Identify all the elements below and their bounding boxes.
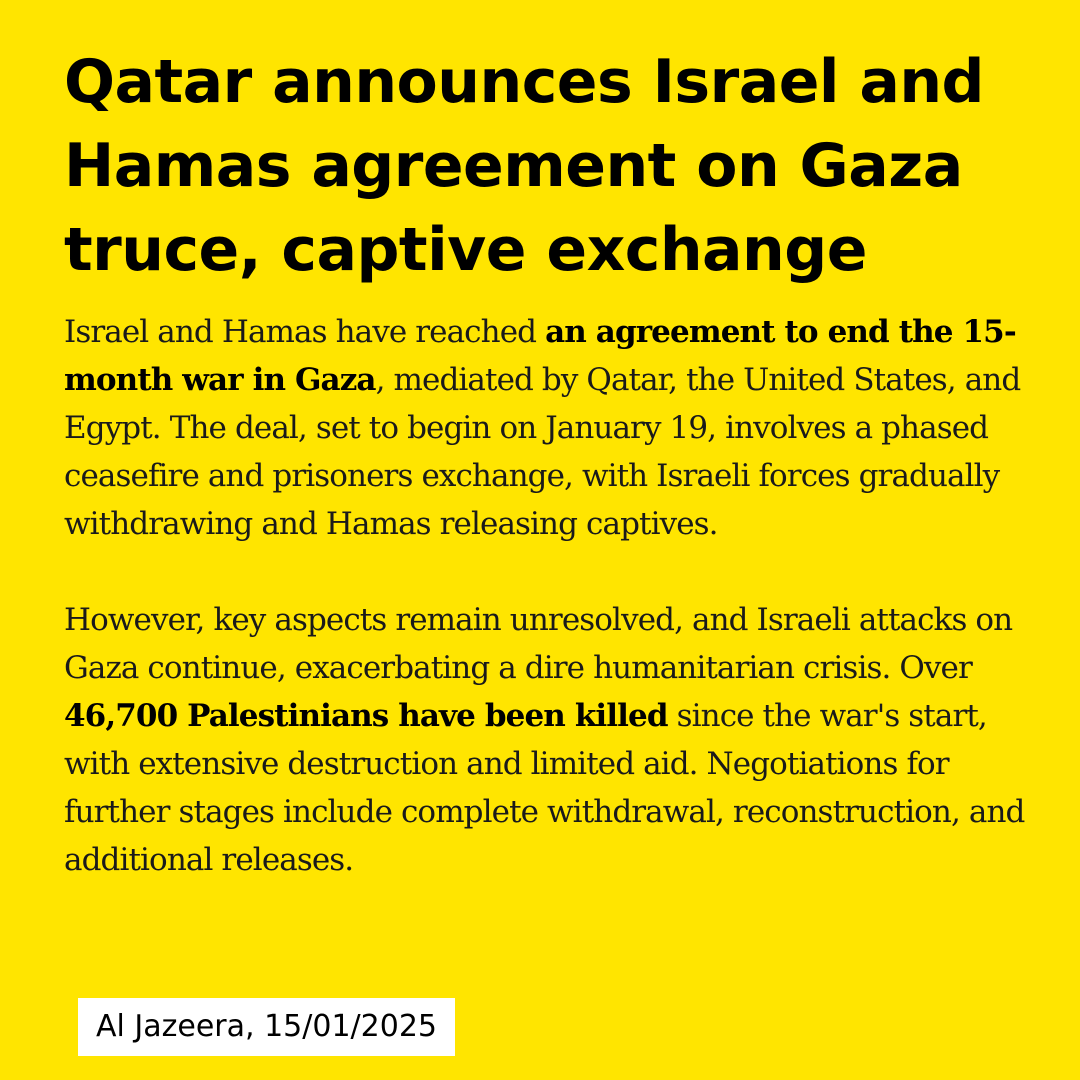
paragraph-2-rest: since the war's start, with extensive destruction and limited aid. Negotiations for further stages include complete withdrawal, reconstruction, and additional releases. (64, 698, 1025, 878)
paragraph-1-highlight: an agreement to end the 15-month war in Gaza (64, 314, 1016, 398)
paragraph-1 (64, 308, 1054, 548)
headline: Qatar announces Israel and Hamas agreement on Gaza truce, captive exchange (64, 47, 984, 285)
paragraph-1-intro: Israel and Hamas have reached (64, 314, 546, 350)
paragraph-2 (64, 596, 1054, 884)
paragraph-2-highlight: 46,700 Palestinians have been killed (64, 698, 668, 734)
source-label: Al Jazeera, 15/01/2025 (78, 998, 455, 1056)
paragraph-1-rest: , mediated by Qatar, the United States, and Egypt. The deal, set to begin on January 19, involves a phased ceasefire and prisoners exchange, with Israeli forces gradually withdrawing and Hamas releasing captives. (64, 362, 1021, 542)
article-body (64, 308, 1054, 884)
paragraph-2-intro: However, key aspects remain unresolved, and Israeli attacks on Gaza continue, exacerbating a dire humanitarian crisis. Over (64, 602, 1013, 686)
